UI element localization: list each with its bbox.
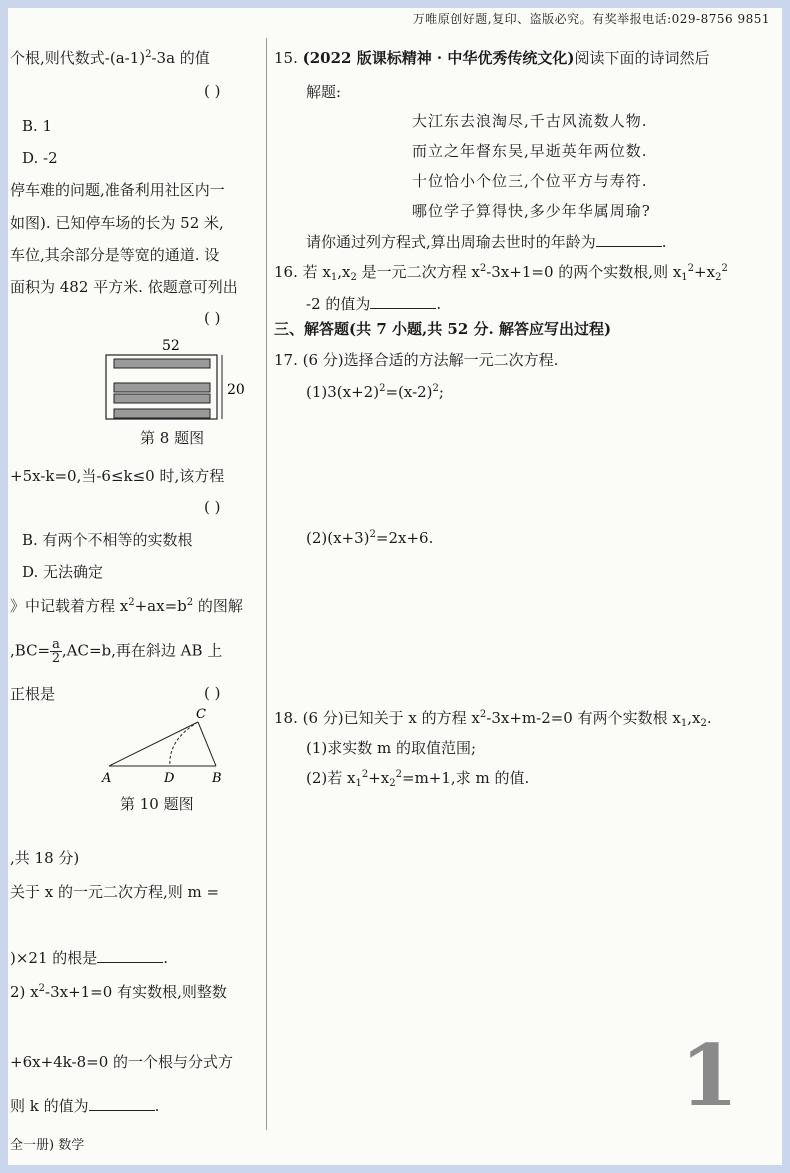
q15-answer-blank — [596, 232, 662, 247]
q14-line-1: +6x+4k-8=0 的一个根与分式方 — [10, 1053, 234, 1071]
q14-answer-blank — [89, 1096, 155, 1111]
q7-option-b: B. 1 — [22, 117, 53, 135]
fig10-label-b: B — [212, 771, 222, 786]
q17-part-2: $(2)(x+3)^2=2x+6$. — [306, 529, 434, 547]
q9-answer-paren: ( ) — [204, 498, 221, 516]
q9-option-b: B. 有两个不相等的实数根 — [22, 531, 193, 549]
footer-subject: 全一册) 数学 — [10, 1138, 85, 1153]
fig10-label-c: C — [196, 707, 206, 722]
q17-line-1: 17. (6 分)选择合适的方法解一元二次方程. — [274, 351, 559, 369]
fig10-caption: 第 10 题图 — [120, 795, 194, 813]
q12-line-1: )×21 的根是 . — [10, 949, 169, 967]
poem-line-4: 哪位学子算得快,多少年华属周瑜? — [412, 202, 651, 220]
q7-answer-paren: ( ) — [204, 82, 221, 100]
q12-answer-blank — [97, 948, 163, 963]
q9-option-d: D. 无法确定 — [22, 563, 104, 581]
q7-option-d: D. -2 — [22, 149, 58, 167]
q15-ask: 请你通过列方程式,算出周瑜去世时的年龄为 . — [306, 233, 667, 251]
q10-line-3: 正根是 — [10, 685, 56, 703]
q15-line-1: 15. (2022 版课标精神 · 中华优秀传统文化)阅读下面的诗词然后 — [274, 49, 710, 67]
q8-line-1: 停车难的问题,准备利用社区内一 — [10, 181, 225, 199]
q16-answer-blank — [370, 294, 436, 309]
q14-line-2: 则 k 的值为 . — [10, 1097, 160, 1115]
figure-10-triangle — [98, 704, 228, 786]
q9-line-1: +5x-k=0,当-6≤k≤0 时,该方程 — [10, 467, 225, 485]
q17-part-1: $(1)3(x+2)^2=(x-2)^2$; — [306, 383, 444, 401]
fraction-a-over-2: $\frac{a}{2}$ — [51, 637, 61, 666]
page-number: 1 — [680, 1026, 739, 1125]
section2-tail: ,共 18 分) — [10, 849, 80, 867]
fig8-caption: 第 8 题图 — [140, 429, 205, 447]
q18-part-1: (1)求实数 m 的取值范围; — [306, 739, 477, 757]
header-copyright: 万唯原创好题,复印、盗版必究。有奖举报电话:029-8756 9851 — [412, 12, 770, 26]
q15-tag: (2022 版课标精神 · 中华优秀传统文化) — [302, 49, 575, 67]
q18-line-1: 18. (6 分)已知关于 x 的方程 $x^2-3x+m-2=0$ 有两个实数根 $x_1,x_2$. — [274, 709, 712, 729]
q8-line-3: 车位,其余部分是等宽的通道. 设 — [10, 246, 220, 264]
q7-tail: 个根,则代数式$-(a-1)^2-3a$ 的值 — [10, 49, 210, 67]
q10-answer-paren: ( ) — [204, 684, 221, 702]
q15-line-2: 解题: — [306, 83, 342, 101]
fig10-side-ac — [109, 722, 198, 766]
fig8-parking-strip-1 — [114, 359, 210, 368]
column-divider — [266, 38, 267, 1130]
fig8-parking-strip-3 — [114, 394, 210, 403]
q8-line-2: 如图). 已知停车场的长为 52 米, — [10, 214, 224, 232]
q16-line-1: 16. 若 $x_1,x_2$ 是一元二次方程 $x^2-3x+1=0$ 的两个实数根,则 $x_1^2+x_2^2$ — [274, 263, 728, 283]
fig10-side-bc — [198, 722, 216, 766]
fig10-label-d: D — [164, 771, 175, 786]
q8-answer-paren: ( ) — [204, 309, 221, 327]
poem-line-1: 大江东去浪淘尽,千古风流数人物. — [412, 112, 648, 130]
q18-part-2: (2)若 $x_1^2+x_2^2=m+1$,求 m 的值. — [306, 769, 530, 789]
fig8-parking-strip-2 — [114, 383, 210, 392]
poem-line-3: 十位恰小个位三,个位平方与寿符. — [412, 172, 648, 190]
fig8-parking-strip-4 — [114, 409, 210, 418]
section3-heading: 三、解答题(共 7 小题,共 52 分. 解答应写出过程) — [274, 320, 612, 338]
q10-line-1: 》中记载着方程 $x^2+ax=b^2$ 的图解 — [10, 597, 243, 615]
fig8-height-label: 20 — [227, 382, 245, 398]
fig8-width-label: 52 — [162, 338, 180, 354]
q16-line-2: -2 的值为 . — [306, 295, 442, 313]
q8-line-4: 面积为 482 平方米. 依题意可列出 — [10, 278, 238, 296]
figure-8-parking-lot — [96, 334, 256, 424]
document-page — [8, 8, 782, 1165]
q11-line-1: 关于 x 的一元二次方程,则 m = — [10, 883, 220, 901]
fig10-label-a: A — [102, 771, 112, 786]
poem-line-2: 而立之年督东吴,早逝英年两位数. — [412, 142, 648, 160]
q10-line-2: ,BC= $\frac{a}{2}$ ,AC=b,再在斜边 AB 上 — [10, 637, 223, 666]
q13-line-1: 2) $x^2-3x+1=0$ 有实数根,则整数 — [10, 983, 227, 1001]
